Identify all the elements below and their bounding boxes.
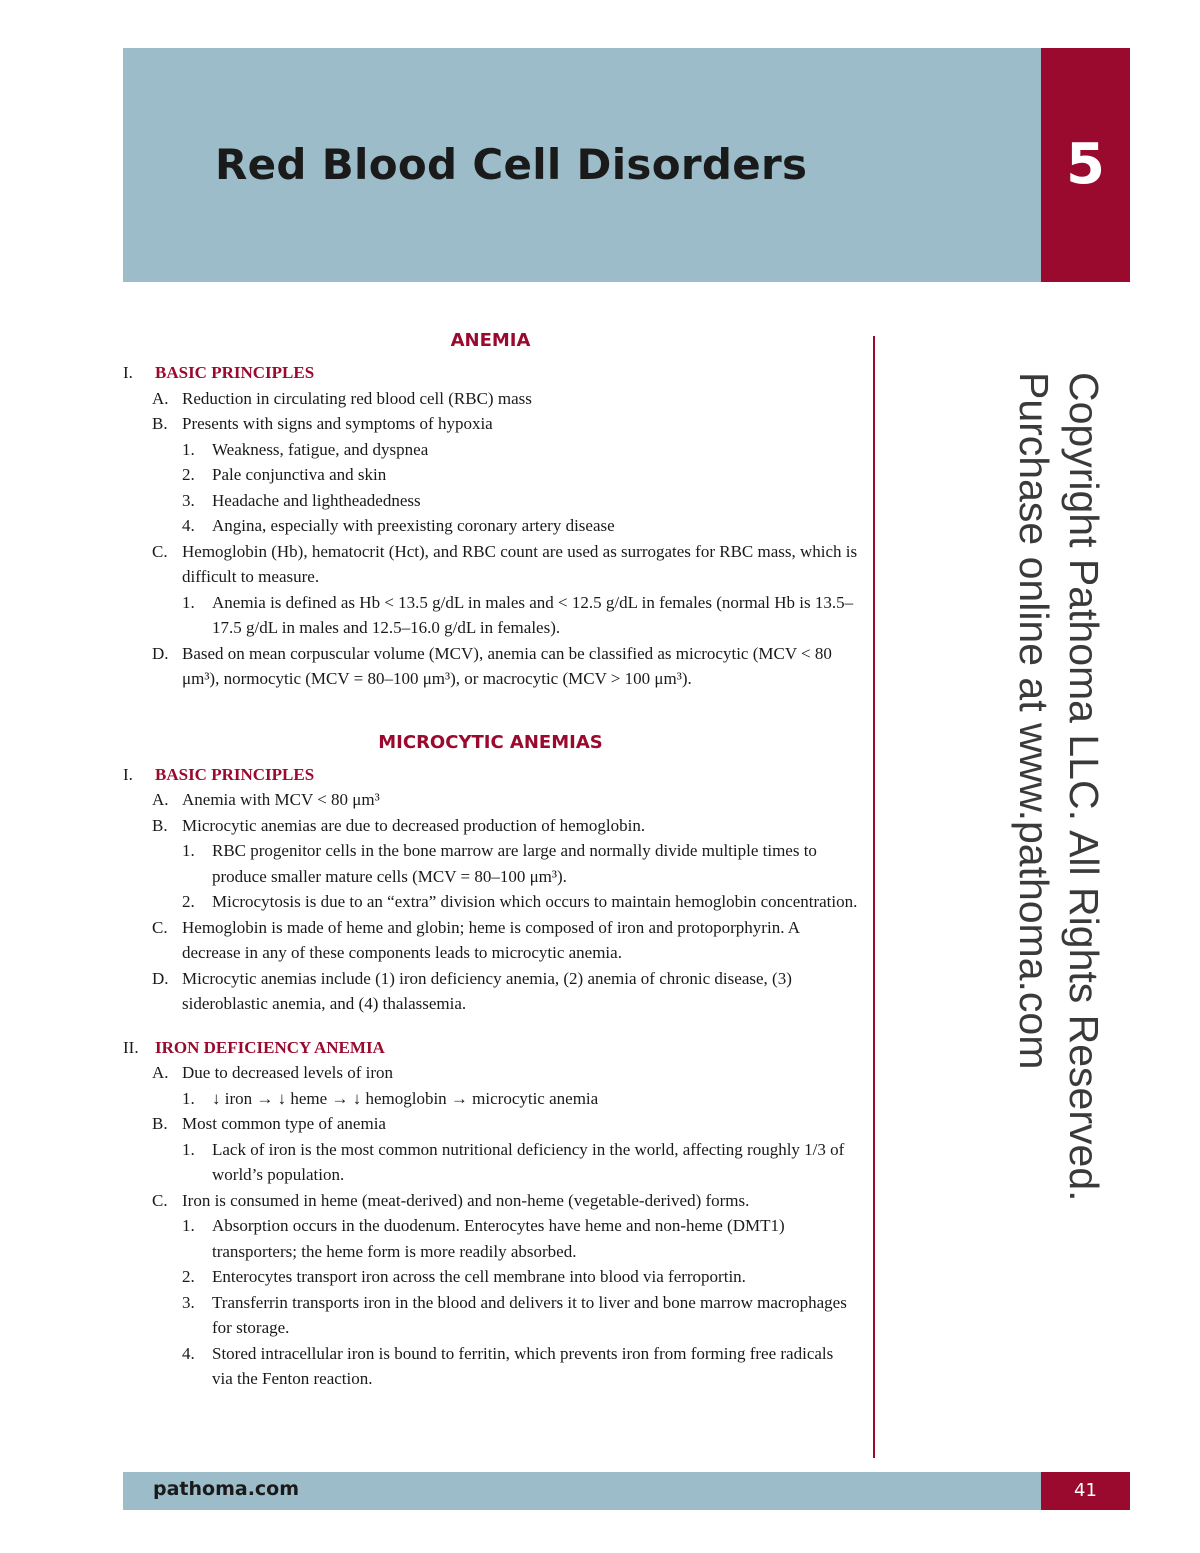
sub-item-marker: 1. (182, 841, 195, 860)
sub-item-marker: 1. (182, 1139, 195, 1159)
chapter-title: Red Blood Cell Disorders (215, 140, 808, 189)
sub-item-text: RBC progenitor cells in the bone marrow are large and normally divide multiple times to produce smaller mature cells (MCV = 80–100 μm³). (212, 841, 817, 886)
item-text: Reduction in circulating red blood cell (RBC) mass (182, 388, 532, 408)
outline-title: IRON DEFICIENCY ANEMIA (155, 1037, 385, 1057)
list-item (123, 411, 858, 437)
sub-item-text: Transferrin transports iron in the blood and delivers it to liver and bone marrow macrophages for storage. (212, 1292, 847, 1337)
chapter-header (123, 48, 1041, 282)
sub-item-text: Headache and lightheadedness (212, 490, 421, 510)
page-content (123, 326, 858, 1392)
item-marker: C. (152, 917, 168, 937)
outline-heading (123, 762, 858, 788)
list-item (123, 966, 858, 1017)
section (123, 326, 858, 692)
item-marker: A. (152, 388, 169, 408)
item-marker: A. (152, 790, 169, 809)
sub-item-marker: 2. (182, 1267, 195, 1286)
sub-item-text: Pale conjunctiva and skin (212, 465, 387, 484)
chapter-number: 5 (1066, 132, 1105, 197)
margin-divider (873, 336, 875, 1458)
footer-site-link[interactable]: pathoma.com (153, 1478, 300, 1500)
sub-item-marker: 4. (182, 516, 195, 535)
section-heading: ANEMIA (450, 330, 531, 351)
chapter-number-box (1041, 48, 1130, 282)
item-marker: A. (152, 1063, 169, 1082)
item-marker: B. (152, 815, 168, 835)
page-footer (123, 1472, 1041, 1510)
list-item (123, 539, 858, 590)
sub-item-text: Weakness, fatigue, and dyspnea (212, 439, 429, 459)
sub-list-item (123, 590, 858, 641)
sub-list-item (123, 1341, 858, 1392)
sub-list-item (123, 838, 858, 889)
list-item (123, 915, 858, 966)
sub-item-text: Anemia is defined as Hb < 13.5 g/dL in males and < 12.5 g/dL in females (normal Hb is 13.5–17.5 g/dL in males and 12.5–16.0 g/dL in females). (212, 592, 854, 637)
sub-item-text: Angina, especially with preexisting coronary artery disease (212, 516, 615, 535)
sub-list-item (123, 1213, 858, 1264)
item-text: Microcytic anemias are due to decreased production of hemoglobin. (182, 815, 646, 835)
item-marker: D. (152, 643, 169, 663)
purchase-line: Purchase online at www.pathoma.com (1011, 372, 1057, 1070)
list-item (123, 1188, 858, 1214)
sub-item-marker: 2. (182, 465, 195, 484)
sub-item-marker: 2. (182, 892, 195, 911)
outline-block (123, 360, 858, 692)
item-text: Based on mean corpuscular volume (MCV), anemia can be classified as microcytic (MCV < 80 μm³), normocytic (MCV = 80–100 μm³), or macrocytic (MCV > 100 μm³). (182, 643, 832, 688)
item-text: Iron is consumed in heme (meat-derived) and non-heme (vegetable-derived) forms. (182, 1190, 750, 1210)
sub-item-text: Enterocytes transport iron across the cell membrane into blood via ferroportin. (212, 1267, 746, 1286)
outline-title: BASIC PRINCIPLES (155, 764, 315, 784)
list-item (123, 641, 858, 692)
sub-list-item (123, 1264, 858, 1290)
copyright-line: Copyright Pathoma LLC. All Rights Reserved. (1061, 372, 1107, 1202)
list-item (123, 1060, 858, 1086)
page-number: 41 (1074, 1480, 1097, 1501)
outline-title: BASIC PRINCIPLES (155, 363, 315, 382)
sub-list-item (123, 488, 858, 514)
item-text: Hemoglobin (Hb), hematocrit (Hct), and RBC count are used as surrogates for RBC mass, which is difficult to measure. (182, 541, 858, 586)
sub-item-text: Microcytosis is due to an “extra” division which occurs to maintain hemoglobin concentration. (212, 892, 858, 911)
outline-block (123, 762, 858, 1017)
sub-item-marker: 3. (182, 490, 195, 510)
outline-heading (123, 1035, 858, 1061)
sub-item-text: Lack of iron is the most common nutritional deficiency in the world, affecting roughly 1/3 of world’s population. (212, 1139, 845, 1184)
item-marker: D. (152, 968, 169, 988)
list-item (123, 1111, 858, 1137)
list-item (123, 813, 858, 839)
sub-item-text: Stored intracellular iron is bound to ferritin, which prevents iron from forming free radicals via the Fenton reaction. (212, 1343, 834, 1388)
sub-item-marker: 1. (182, 592, 195, 612)
item-text: Due to decreased levels of iron (182, 1063, 393, 1082)
sub-item-marker: 3. (182, 1292, 195, 1312)
sub-list-item (123, 1137, 858, 1188)
item-marker: C. (152, 1190, 168, 1210)
sub-item-text: ↓ iron → ↓ heme → ↓ hemoglobin → microcytic anemia (212, 1088, 599, 1108)
list-item (123, 787, 858, 813)
item-text: Presents with signs and symptoms of hypoxia (182, 414, 493, 433)
roman-numeral: I. (123, 764, 133, 784)
copyright-watermark (1005, 372, 1109, 1202)
sub-item-marker: 1. (182, 439, 195, 459)
section-heading: MICROCYTIC ANEMIAS (378, 731, 603, 753)
item-text: Most common type of anemia (182, 1114, 386, 1133)
sub-list-item (123, 889, 858, 915)
sub-list-item (123, 513, 858, 539)
item-marker: B. (152, 414, 168, 433)
sub-item-marker: 1. (182, 1216, 195, 1235)
item-text: Anemia with MCV < 80 μm³ (182, 790, 380, 809)
sub-list-item (123, 437, 858, 463)
sub-item-text: Absorption occurs in the duodenum. Enterocytes have heme and non-heme (DMT1) transporters; the heme form is more readily absorbed. (212, 1216, 785, 1261)
item-text: Hemoglobin is made of heme and globin; heme is composed of iron and protoporphyrin. A decrease in any of these components leads to microcytic anemia. (182, 917, 800, 962)
roman-numeral: I. (123, 363, 133, 382)
sub-list-item (123, 462, 858, 488)
roman-numeral: II. (123, 1037, 139, 1057)
sub-item-marker: 4. (182, 1343, 195, 1363)
section (123, 728, 858, 1392)
outline-heading (123, 360, 858, 386)
sub-list-item (123, 1290, 858, 1341)
outline-block (123, 1035, 858, 1392)
item-text: Microcytic anemias include (1) iron deficiency anemia, (2) anemia of chronic disease, (3) sideroblastic anemia, and (4) thalassemia. (182, 968, 792, 1013)
list-item (123, 386, 858, 412)
item-marker: C. (152, 541, 168, 561)
item-marker: B. (152, 1114, 168, 1133)
sub-item-marker: 1. (182, 1088, 195, 1108)
sub-list-item (123, 1086, 858, 1112)
page-number-box (1041, 1472, 1130, 1510)
